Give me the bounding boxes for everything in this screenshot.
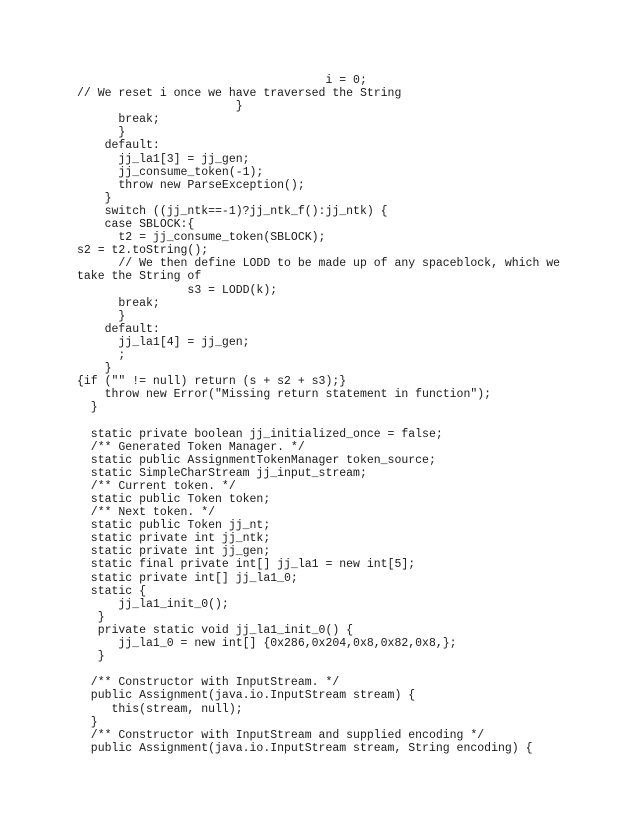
code-line: this(stream, null); bbox=[77, 702, 243, 716]
code-line: } bbox=[77, 126, 126, 140]
code-line: jj_la1_init_0(); bbox=[77, 597, 229, 611]
code-line: s3 = LODD(k); bbox=[77, 283, 278, 297]
code-line: static public Token jj_nt; bbox=[77, 519, 271, 533]
code-line: static private int[] jj_la1_0; bbox=[77, 571, 298, 585]
code-line: throw new ParseException(); bbox=[77, 178, 305, 192]
code-line: switch ((jj_ntk==-1)?jj_ntk_f():jj_ntk) { bbox=[77, 204, 388, 218]
code-line: /** Current token. */ bbox=[77, 479, 236, 493]
code-line: } bbox=[77, 191, 112, 205]
code-line: ; bbox=[77, 348, 126, 362]
code-line: {if ("" != null) return (s + s2 + s3);} bbox=[77, 375, 347, 389]
code-line: s2 = t2.toString(); bbox=[77, 244, 209, 258]
code-line: public Assignment(java.io.InputStream stream, String encoding) { bbox=[77, 741, 533, 755]
code-line: } bbox=[77, 715, 98, 729]
code-line bbox=[77, 414, 560, 427]
code-line: /** Constructor with InputStream and supplied encoding */ bbox=[77, 728, 485, 742]
code-line: static private int jj_ntk; bbox=[77, 532, 271, 546]
code-line: // We reset i once we have traversed the String bbox=[77, 87, 402, 101]
code-line: default: bbox=[77, 322, 160, 336]
code-line: static public AssignmentTokenManager token_source; bbox=[77, 453, 436, 467]
code-line: t2 = jj_consume_token(SBLOCK); bbox=[77, 231, 326, 245]
code-line: /** Generated Token Manager. */ bbox=[77, 440, 305, 454]
code-line: /** Constructor with InputStream. */ bbox=[77, 676, 340, 690]
code-line: static SimpleCharStream jj_input_stream; bbox=[77, 466, 367, 480]
code-line bbox=[77, 663, 560, 676]
code-line: throw new Error("Missing return statement in function"); bbox=[77, 388, 492, 402]
code-line: static private boolean jj_initialized_once = false; bbox=[77, 427, 443, 441]
code-line: } bbox=[77, 309, 126, 323]
code-line: break; bbox=[77, 113, 160, 127]
code-line: private static void jj_la1_init_0() { bbox=[77, 623, 354, 637]
code-line: break; bbox=[77, 296, 160, 310]
code-line: } bbox=[77, 610, 105, 624]
code-line: public Assignment(java.io.InputStream stream) { bbox=[77, 689, 416, 703]
code-line: static { bbox=[77, 584, 147, 598]
code-line: jj_la1_0 = new int[] {0x286,0x204,0x8,0x82,0x8,}; bbox=[77, 637, 457, 651]
code-line: // We then define LODD to be made up of any spaceblock, which we bbox=[77, 257, 561, 271]
code-line: static final private int[] jj_la1 = new int[5]; bbox=[77, 558, 416, 572]
code-listing bbox=[77, 74, 560, 755]
code-line: static private int jj_gen; bbox=[77, 545, 271, 559]
code-line: } bbox=[77, 650, 105, 664]
code-line: jj_la1[4] = jj_gen; bbox=[77, 335, 250, 349]
code-line: /** Next token. */ bbox=[77, 506, 216, 520]
code-line: jj_la1[3] = jj_gen; bbox=[77, 152, 250, 166]
code-line: i = 0; bbox=[77, 74, 367, 87]
code-line: static public Token token; bbox=[77, 493, 271, 506]
code-line: case SBLOCK:{ bbox=[77, 218, 195, 232]
code-line: } bbox=[77, 362, 112, 376]
code-line: default: bbox=[77, 139, 160, 153]
code-line: jj_consume_token(-1); bbox=[77, 165, 264, 179]
code-line: } bbox=[77, 401, 98, 415]
code-line: take the String of bbox=[77, 270, 202, 284]
code-line: } bbox=[77, 100, 243, 114]
